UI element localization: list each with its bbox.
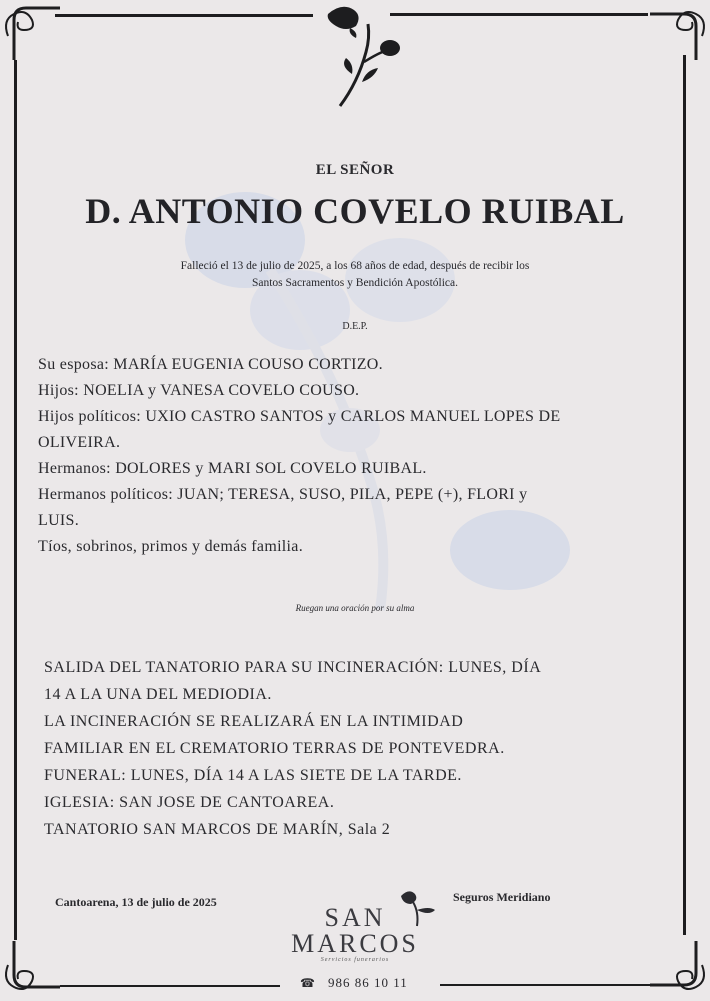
intro-line-2: Santos Sacramentos y Bendición Apostólica. xyxy=(251,277,458,289)
family-line: LUIS. xyxy=(38,512,80,529)
frame-top-right xyxy=(390,13,648,16)
family-line: Su esposa: MARÍA EUGENIA COUSO CORTIZO. xyxy=(38,356,383,373)
family-line: Hijos: NOELIA y VANESA COVELO COUSO. xyxy=(38,382,360,399)
phone-number-row xyxy=(300,975,408,991)
logo-line-1: SAN xyxy=(324,903,386,932)
family-line: Hijos políticos: UXIO CASTRO SANTOS y CARLOS MANUEL LOPES DE xyxy=(38,408,561,425)
family-line: Hermanos: DOLORES y MARI SOL COVELO RUIBAL. xyxy=(38,460,427,477)
funeral-line: SALIDA DEL TANATORIO PARA SU INCINERACIÓN: LUNES, DÍA xyxy=(44,659,542,676)
prayer-request: Ruegan una oración por su alma xyxy=(295,603,415,613)
family-line: Tíos, sobrinos, primos y demás familia. xyxy=(38,538,304,555)
funeral-line: 14 A LA UNA DEL MEDIODIA. xyxy=(44,686,272,703)
rose-icon xyxy=(318,2,408,110)
frame-bottom-right xyxy=(440,984,650,986)
logo-line-2: MARCOS xyxy=(291,929,419,958)
frame-bottom-left xyxy=(60,985,280,987)
family-list xyxy=(38,352,678,560)
funeral-line: TANATORIO SAN MARCOS DE MARÍN, Sala 2 xyxy=(44,821,391,838)
funeral-line: IGLESIA: SAN JOSE DE CANTOAREA. xyxy=(44,794,335,811)
phone-number: 986 86 10 11 xyxy=(327,975,408,990)
logo-tagline: Servicios funerarios xyxy=(320,957,390,963)
dep-label: D.E.P. xyxy=(342,321,368,332)
corner-ornament-bottom-right xyxy=(650,941,710,1001)
corner-ornament-bottom-left xyxy=(0,941,60,1001)
corner-ornament-top-left xyxy=(0,0,60,60)
title-small: EL SEÑOR xyxy=(315,162,395,178)
family-line: OLIVEIRA. xyxy=(38,434,121,451)
corner-ornament-top-right xyxy=(650,0,710,60)
deceased-name: D. ANTONIO COVELO RUIBAL xyxy=(85,191,625,231)
funeral-line: FUNERAL: LUNES, DÍA 14 A LAS SIETE DE LA TARDE. xyxy=(44,767,462,784)
family-line: Hermanos políticos: JUAN; TERESA, SUSO, PILA, PEPE (+), FLORI y xyxy=(38,486,528,503)
telephone-icon: ☎ xyxy=(300,976,316,990)
intro-text xyxy=(0,258,710,292)
place-date: Cantoarena, 13 de julio de 2025 xyxy=(55,895,217,909)
funeral-line: LA INCINERACIÓN SE REALIZARÁ EN LA INTIMIDAD xyxy=(44,713,464,730)
intro-line-1: Falleció el 13 de julio de 2025, a los 68 años de edad, después de recibir los xyxy=(180,260,530,272)
insurer-name: Seguros Meridiano xyxy=(453,890,551,904)
funeral-home-logo xyxy=(280,905,430,963)
funeral-details xyxy=(44,654,684,843)
funeral-line: FAMILIAR EN EL CREMATORIO TERRAS DE PONTEVEDRA. xyxy=(44,740,505,757)
frame-top-left xyxy=(55,14,313,17)
